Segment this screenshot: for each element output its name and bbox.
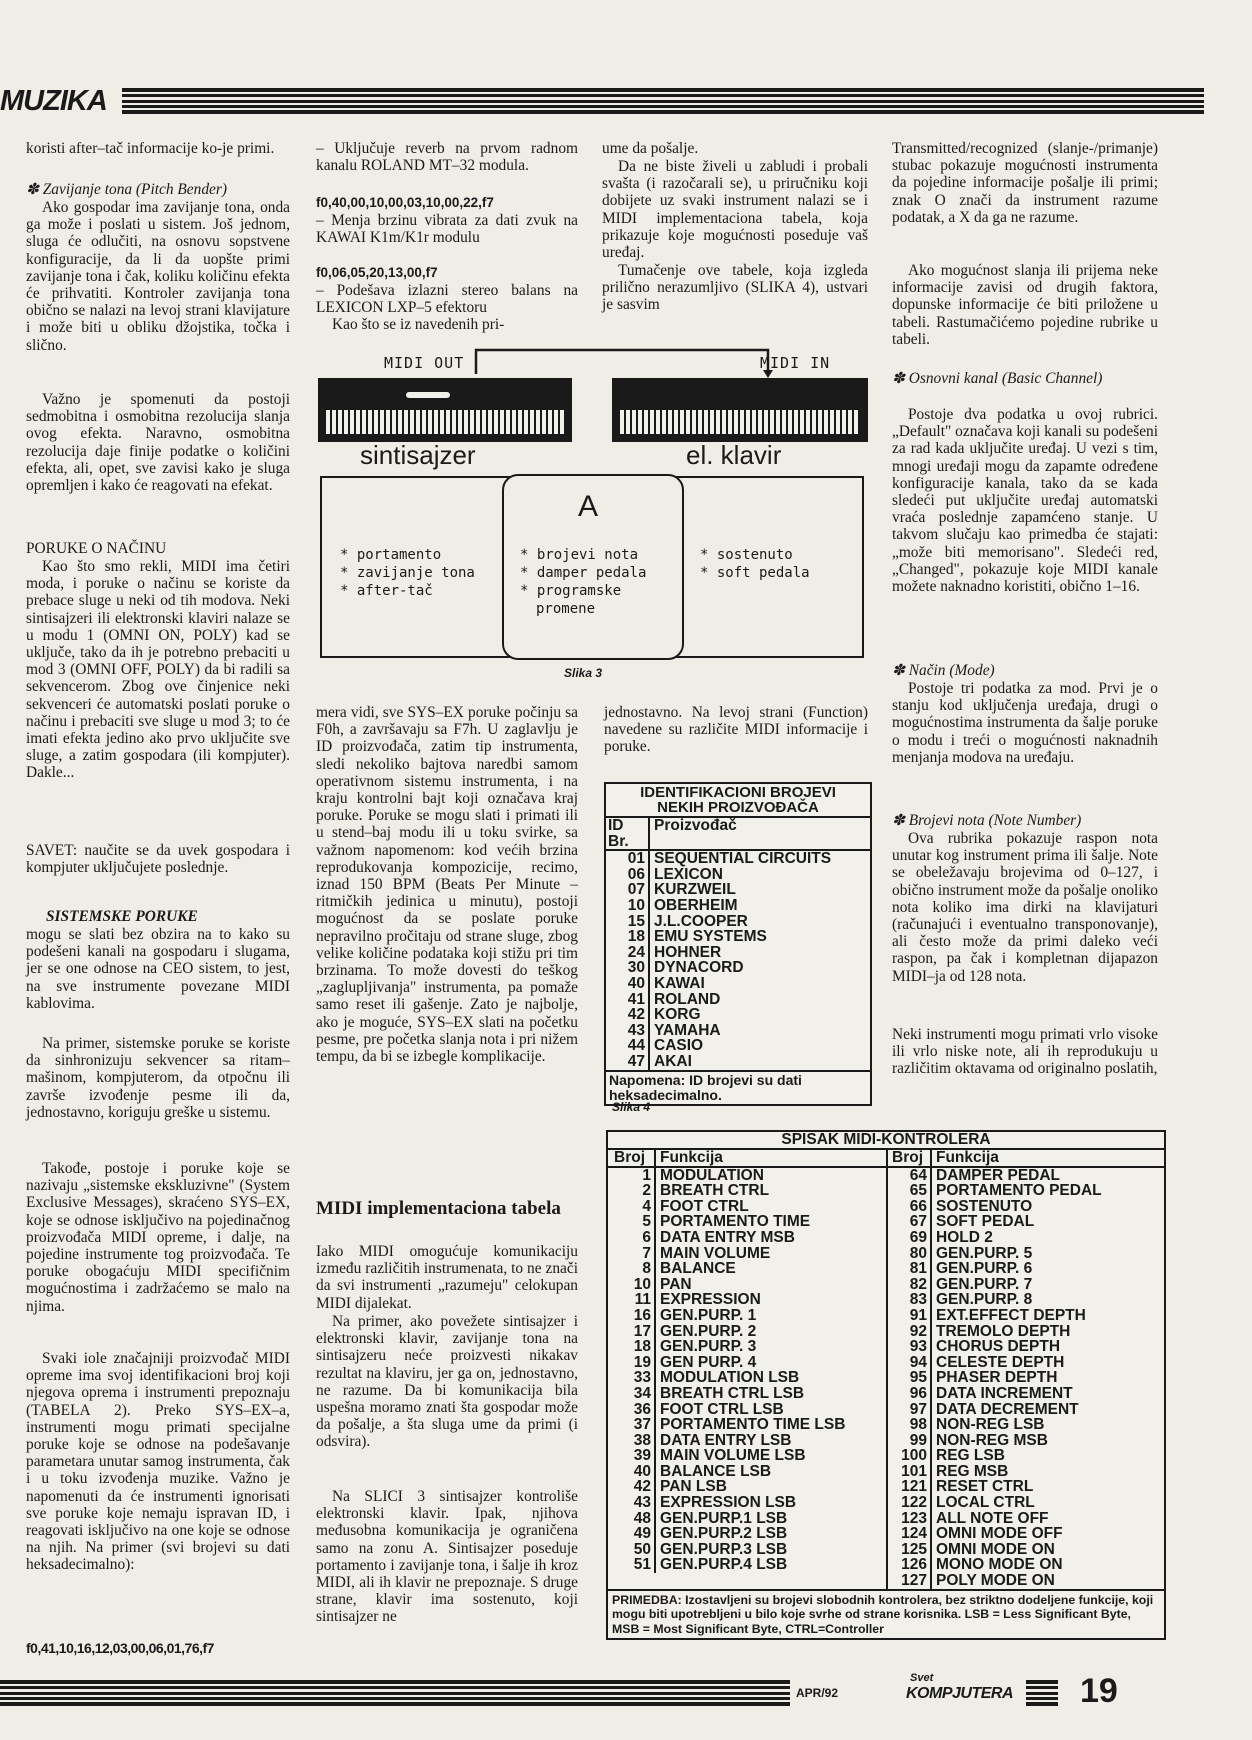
row-number: 18 (608, 1339, 656, 1355)
page-number: 19 (1080, 1672, 1118, 1710)
manufacturer-id-table (604, 782, 872, 1106)
row-number: 43 (606, 1023, 650, 1039)
row-label: NON-REG MSB (936, 1431, 1048, 1449)
row-label: EXPRESSION LSB (660, 1494, 797, 1512)
synthesizer-keyboard (318, 378, 572, 442)
row-label: OMNI MODE ON (936, 1540, 1055, 1558)
zone-label: A (578, 490, 599, 523)
row-label: ALL NOTE OFF (936, 1509, 1049, 1527)
row-number: 39 (608, 1448, 656, 1464)
table-row (606, 945, 870, 961)
table-row (608, 1214, 886, 1230)
row-number: 65 (888, 1183, 932, 1199)
table-row (608, 1495, 886, 1511)
row-number: 15 (606, 914, 650, 930)
row-number: 17 (608, 1324, 656, 1340)
table-title: SPISAK MIDI-KONTROLERA (608, 1132, 1164, 1150)
table-row (608, 1417, 886, 1433)
row-number: 66 (888, 1199, 932, 1215)
table-row (608, 1386, 886, 1402)
table-row (608, 1402, 886, 1418)
row-label: LOCAL CTRL (936, 1494, 1035, 1512)
row-label: GEN.PURP. 2 (660, 1322, 757, 1340)
table-row (606, 992, 870, 1008)
row-label: BREATH CTRL (660, 1182, 770, 1200)
table-row (608, 1557, 886, 1573)
paragraph: Iako MIDI omogućuje komunikaciju između različitih instrumenata, to ne znači da svi instrumenti „razumeju" celokupan MIDI dijalekat. (316, 1243, 578, 1312)
row-number: 48 (608, 1511, 656, 1527)
row-label: REG LSB (936, 1447, 1005, 1465)
row-label: YAMAHA (654, 1021, 721, 1039)
row-label: BREATH CTRL LSB (660, 1384, 805, 1402)
table-row (606, 1023, 870, 1039)
row-label: ROLAND (654, 990, 721, 1008)
row-label: KORG (654, 1006, 701, 1024)
row-number: 124 (888, 1526, 932, 1542)
row-label: CELESTE DEPTH (936, 1353, 1065, 1371)
paragraph: – Menja brzinu vibrata za dati zvuk na KAWAI K1m/K1r modulu (316, 212, 578, 247)
synth-keys (326, 410, 564, 434)
paragraph: Kao što se iz navedenih pri- (332, 316, 505, 333)
hex-example: f0,40,00,10,00,03,10,00,22,f7 (316, 195, 494, 210)
section-title: MUZIKA (0, 85, 107, 117)
paragraph: – Podešava izlazni stereo balans na LEXICON LXP–5 efektoru (316, 282, 578, 317)
table-row (888, 1417, 1164, 1433)
row-label: GEN.PURP. 1 (660, 1306, 757, 1324)
paragraph: Postoje tri podatka za mod. Prvi je o stanju kod uključenja uređaja, drugi o mogućnostima instrumenta da šalje poruke o modu i treći o mogućnosti naknadnih menjanja modova na uređaju. (892, 680, 1158, 766)
table-row (608, 1261, 886, 1277)
table-row (888, 1464, 1164, 1480)
midi-in-label: MIDI IN (760, 354, 831, 372)
row-label: CHORUS DEPTH (936, 1338, 1061, 1356)
row-number: 43 (608, 1495, 656, 1511)
row-label: POLY MODE ON (936, 1572, 1055, 1590)
table-row (608, 1230, 886, 1246)
table-row (608, 1448, 886, 1464)
table-row (608, 1464, 886, 1480)
row-number: 100 (888, 1448, 932, 1464)
row-number: 98 (888, 1417, 932, 1433)
figure-caption: Slika 3 (564, 666, 603, 680)
table-row (608, 1292, 886, 1308)
table-row (888, 1557, 1164, 1573)
row-label: MODULATION LSB (660, 1369, 800, 1387)
table-row (888, 1386, 1164, 1402)
row-label: HOLD 2 (936, 1228, 993, 1246)
hex-example: f0,41,10,16,12,03,00,06,01,76,f7 (26, 1640, 214, 1656)
table-row (606, 960, 870, 976)
paragraph: Ako gospodar ima zavijanje tona, onda ga može i poslati u sistem. Još jednom, sluga će odlučiti, na osnovu sopstvene konfiguracije, da li da uopšte primi zavijanje tona i čak, koliku količinu efekta će prihvatiti. Kontroler zavijanja tona obično se nalazi na levoj strani klavijature i može biti u obliku džojstika, točka i slično. (26, 199, 290, 354)
table-row (888, 1214, 1164, 1230)
row-label: DATA ENTRY LSB (660, 1431, 792, 1449)
table-row (888, 1402, 1164, 1418)
table-body (606, 851, 870, 1069)
row-number: 81 (888, 1261, 932, 1277)
row-label: PORTAMENTO TIME LSB (660, 1416, 846, 1434)
row-number: 91 (888, 1308, 932, 1324)
table-row (888, 1448, 1164, 1464)
row-number: 69 (888, 1230, 932, 1246)
row-number: 64 (888, 1168, 932, 1184)
table-row (888, 1324, 1164, 1340)
row-number: 6 (608, 1230, 656, 1246)
table-row (888, 1479, 1164, 1495)
paragraph: Na primer, sistemske poruke se koriste da sinhronizuju sekvencer sa ritam–mašinom, kompjuterom, da otpočnu ili završe izvođenje pesme ili da, jednostavno, koriguju greške u sistemu. (26, 1035, 290, 1121)
row-number: 125 (888, 1542, 932, 1558)
row-label: MONO MODE ON (936, 1556, 1063, 1574)
paragraph: Svaki iole značajniji proizvođač MIDI opreme ima svoj identifikacioni broj koji njegova oprema i instrumenti prepoznaju (TABELA 2). Preko SYS–EX–a, instrumenti mogu primati specijalne poruke koje se odnose na podešavanje parametara unutar samog instrumenta, čak i u toku izvođenja muzike. Važno je napomenuti da će instrumenti ignorisati sve poruke koje nemaju ispravan ID, i reagovati isključivo na one koje se odnose na njih. Na primer (svi brojevi su dati heksadecimalno): (26, 1350, 290, 1574)
table-row (608, 1339, 886, 1355)
table-row (888, 1355, 1164, 1371)
hex-example: f0,06,05,20,13,00,f7 (316, 265, 438, 280)
row-label: KURZWEIL (654, 881, 736, 899)
table-header: ID Br. Proizvođač (606, 818, 870, 851)
row-number: 123 (888, 1511, 932, 1527)
row-label: SEQUENTIAL CIRCUITS (654, 850, 832, 868)
row-label: GEN.PURP. 6 (936, 1260, 1033, 1278)
row-label: EXPRESSION (660, 1291, 761, 1309)
table-row (608, 1308, 886, 1324)
row-label: GEN.PURP.3 LSB (660, 1540, 788, 1558)
row-label: DATA ENTRY MSB (660, 1228, 795, 1246)
controller-column-left (608, 1150, 888, 1589)
table-row (888, 1261, 1164, 1277)
table-row (608, 1370, 886, 1386)
row-number: 121 (888, 1479, 932, 1495)
row-number: 51 (608, 1557, 656, 1573)
table-row (888, 1433, 1164, 1449)
piano-keys (620, 410, 860, 434)
row-number: 2 (608, 1183, 656, 1199)
table-row (606, 1054, 870, 1070)
row-label: RESET CTRL (936, 1478, 1034, 1496)
row-label: GEN.PURP. 3 (660, 1338, 757, 1356)
row-number: 42 (606, 1007, 650, 1023)
table-row (888, 1199, 1164, 1215)
row-label: FOOT CTRL LSB (660, 1400, 784, 1418)
table-row (888, 1511, 1164, 1527)
table-row (888, 1308, 1164, 1324)
row-number: 93 (888, 1339, 932, 1355)
row-number: 07 (606, 882, 650, 898)
row-label: SOFT PEDAL (936, 1213, 1035, 1231)
row-number: 44 (606, 1038, 650, 1054)
row-label: DAMPER PEDAL (936, 1166, 1061, 1184)
row-label: GEN.PURP. 8 (936, 1291, 1033, 1309)
table-row (606, 929, 870, 945)
table-header: Broj Funkcija (888, 1150, 1164, 1168)
table-row (606, 882, 870, 898)
magazine-name: KOMPJUTERA (906, 1685, 1014, 1702)
row-label: GEN.PURP.1 LSB (660, 1509, 788, 1527)
row-label: GEN.PURP. 7 (936, 1275, 1033, 1293)
row-label: CASIO (654, 1037, 704, 1055)
table-row (608, 1168, 886, 1184)
row-label: SOSTENUTO (936, 1197, 1033, 1215)
row-number: 94 (888, 1355, 932, 1371)
row-number: 47 (606, 1054, 650, 1070)
table-title: IDENTIFIKACIONI BROJEVI NEKIH PROIZVOĐAČA (606, 784, 870, 818)
row-number: 5 (608, 1214, 656, 1230)
row-number: 50 (608, 1542, 656, 1558)
table-row (608, 1433, 886, 1449)
row-label: J.L.COOPER (654, 912, 748, 930)
header-rule (122, 88, 1204, 114)
paragraph: SAVET: naučite se da uvek gospodara i kompjuter uključujete poslednje. (26, 842, 290, 877)
row-number: 95 (888, 1370, 932, 1386)
table-row (608, 1199, 886, 1215)
paragraph: Postoje dva podatka u ovoj rubrici. „Default" označava koji kanali su podešeni za rad kada uključite uređaj. U vezi s tim, mnogi uređaji mogu da zapamte određene konfiguracije kanala, tako da se kada sledeći put uključite uređaj automatski vraća poslednje zapamćeno stanje. U takvom slučaju kao primedba će stajati: „može biti memorisano". Sledeći red, „Changed", pokazuje koje MIDI kanale možete naknadno koristiti, obično 1–16. (892, 406, 1158, 596)
table-row (888, 1168, 1164, 1184)
table-row (608, 1355, 886, 1371)
table-row (888, 1495, 1164, 1511)
table-row (888, 1370, 1164, 1386)
piano-keyboard (612, 378, 868, 442)
row-number: 99 (888, 1433, 932, 1449)
row-number: 101 (888, 1464, 932, 1480)
row-number: 38 (608, 1433, 656, 1449)
row-number: 34 (608, 1386, 656, 1402)
footer-rule-mid (1026, 1680, 1058, 1706)
row-label: DATA INCREMENT (936, 1384, 1073, 1402)
paragraph: Transmitted/recognized (slanje-/primanje) stubac pokazuje mogućnosti instrumenta da pojedine informacije pošalje ili primi; znak O znači da instrument razume podatak, a X da ga ne razume. (892, 140, 1158, 226)
row-number: 8 (608, 1261, 656, 1277)
table-row (888, 1526, 1164, 1542)
row-label: GEN.PURP.2 LSB (660, 1525, 788, 1543)
paragraph: Važno je spomenuti da postoji sedmobitna i osmobitna rezolucija slanja ovog efekta. Naravno, osmobitna rezolucija daje finije podatke o količini efekta, ali, opet, sve zavisi kako je sluga opremljen i kako će reagovati na efekat. (26, 391, 290, 495)
synth-display (406, 392, 450, 398)
row-number: 41 (606, 992, 650, 1008)
row-number: 92 (888, 1324, 932, 1340)
row-label: HOHNER (654, 943, 722, 961)
row-number: 83 (888, 1292, 932, 1308)
paragraph: Na SLICI 3 sintisajzer kontroliše elektronski klavir. Ipak, njihova međusobna komunikacija je ograničena samo na zonu A. Sintisajzer poseduje portamento i zavijanje tona, i šalje ih kroz MIDI, ali ih klavir ne prepoznaje. S druge strane, klavir ima sostenuto, koji sintisajzer ne (316, 1488, 578, 1626)
table-body (608, 1150, 1164, 1589)
row-label: MAIN VOLUME (660, 1244, 771, 1262)
row-label: BALANCE (660, 1260, 736, 1278)
table-row (606, 914, 870, 930)
figure-caption: Slika 4 (612, 1100, 651, 1114)
paragraph: mogu se slati bez obzira na to kako su podešeni kanali na gospodaru i slugama, jer se one odnose na CEO sistem, to jest, na sve instrumente povezane MIDI kablovima. (26, 926, 290, 1012)
row-number: 80 (888, 1246, 932, 1262)
row-label: FOOT CTRL (660, 1197, 749, 1215)
row-number: 4 (608, 1199, 656, 1215)
table-row (608, 1246, 886, 1262)
figure-3-midi-diagram (316, 340, 868, 682)
row-number: 36 (608, 1402, 656, 1418)
row-label: DATA DECREMENT (936, 1400, 1079, 1418)
subheading-note-number: ✽ Brojevi nota (Note Number) (892, 812, 1082, 829)
subheading-pitch-bender: ✽ Zavijanje tona (Pitch Bender) (26, 181, 227, 198)
synth-only-features: * portamento * zavijanje tona * after-tač (340, 547, 475, 599)
paragraph: koristi after–tač informacije ko-je primi. (26, 140, 275, 157)
row-number: 67 (888, 1214, 932, 1230)
table-row (888, 1339, 1164, 1355)
paragraph: Ako mogućnost slanja ili prijema neke informacije zavisi od drugih faktora, dopunske informacije će biti priložene u tabeli. Rastumačićemo pojedine rubrike u tabeli. (892, 262, 1158, 348)
row-number: 82 (888, 1277, 932, 1293)
table-row (608, 1542, 886, 1558)
table-row (608, 1479, 886, 1495)
table-row (608, 1511, 886, 1527)
row-number: 01 (606, 851, 650, 867)
table-row (888, 1230, 1164, 1246)
table-note: Napomena: ID brojevi su dati heksadecimalno. (606, 1070, 870, 1104)
row-number: 06 (606, 867, 650, 883)
row-number: 10 (606, 898, 650, 914)
row-label: AKAI (654, 1052, 692, 1070)
row-number: 16 (608, 1308, 656, 1324)
row-number: 1 (608, 1168, 656, 1184)
subheading-implementation-table: MIDI implementaciona tabela (316, 1198, 561, 1219)
paragraph: mera vidi, sve SYS–EX poruke počinju sa F0h, a završavaju sa F7h. U zaglavlju je ID proizvođača, zatim tip instrumenta, sledi nekoliko bajtova naredbi samom operativnom sistemu instrumenta, i na kraju kontrolni bajt koji označava kraj poruke. Poruke se mogu slati i primati ili u stend–baj modu ili u toku svirke, sa važnom napomenom: kod većih brzina reprodukovanja kompozicije, recimo, iznad 150 BPM (Beats Per Minute – ritmičkih jedinica u minutu), postoji mogućnost da se poslate poruke nepravilno pročitaju od strane sluge, zbog velike količine podataka koji stižu pri tim brzinama. To može dovesti do teškog „zaglupljivanja" instrumenta, pa pomaže samo reset ili gašenje. Zato je najbolje, ako je moguće, SYS–EX slati na početku pesme, pre početka slanja nota i pri nižem tempu, da bi se izbegle komplikacije. (316, 704, 578, 1066)
row-number: 97 (888, 1402, 932, 1418)
table-row (606, 851, 870, 867)
table-row (608, 1277, 886, 1293)
paragraph: – Uključuje reverb na prvom radnom kanalu ROLAND MT–32 modula. (316, 140, 578, 175)
subheading-basic-channel: ✽ Osnovni kanal (Basic Channel) (892, 370, 1103, 387)
row-number: 49 (608, 1526, 656, 1542)
table-header: Broj Funkcija (608, 1150, 886, 1168)
row-label: REG MSB (936, 1462, 1009, 1480)
table-row (608, 1526, 886, 1542)
paragraph: Kao što smo rekli, MIDI ima četiri moda, i poruke o načinu se koriste da prebace sluge u neki od tih modova. Neki sintisajzeri ili elektronski klaviri nalaze se u modu 1 (OMNI ON, POLY) kad se uključe, tako da ih je potrebno prebaciti u mod 3 (OMNI OFF, POLY) da bi radili sa sekvencerom. Zbog ove činjenice neki sekvenceri će automatski poslati poruke o načinu i prebaciti svе sluge u mod 3; to će imati efekta jedino ako prvo uključite sve sluge, a zatim gospodara (ili kompjuter). Dakle... (26, 558, 290, 782)
row-label: PAN LSB (660, 1478, 727, 1496)
row-label: GEN PURP. 4 (660, 1353, 757, 1371)
row-label: PAN (660, 1275, 692, 1293)
paragraph: Neki instrumenti mogu primati vrlo visoke ili vrlo niske note, ali ih reprodukuju u različitim oktavama od originalno poslatih, (892, 1026, 1158, 1078)
subheading-system-messages: SISTEMSKE PORUKE (46, 908, 198, 925)
paragraph: Takođe, postoje i poruke koje se nazivaju „sistemske ekskluzivne" (System Exclusive Messages), skraćeno SYS–EX, koje se odnose isključivo na pojedinačnog proizvođača MIDI opreme, i dalje, na pojedine instrumente tog proizvođača. Te poruke obogaćuju MIDI specifičnim mogućnostima i zadržaćemo se malo na njima. (26, 1160, 290, 1315)
row-number: 24 (606, 945, 650, 961)
row-label: GEN.PURP.4 LSB (660, 1556, 788, 1574)
row-label: OBERHEIM (654, 896, 738, 914)
row-label: NON-REG LSB (936, 1416, 1045, 1434)
subheading-mode: ✽ Način (Mode) (892, 662, 995, 679)
row-label: LEXICON (654, 865, 723, 883)
row-number: 30 (606, 960, 650, 976)
row-number: 122 (888, 1495, 932, 1511)
row-number: 19 (608, 1355, 656, 1371)
paragraph: Na primer, ako povežete sintisajzer i elektronski klavir, zavijanje tona na sintisajzeru neće proizvesti nikakav rezultat na klaviru, jer ga on, jednostavno, ne razume. Da bi komunikacija bila uspešna moramo znati šta gospodar može da pošalje, a šta sluga ume da primi (i odsvira). (316, 1313, 578, 1451)
midi-controller-table (606, 1130, 1166, 1640)
row-number: 96 (888, 1386, 932, 1402)
midi-out-label: MIDI OUT (384, 354, 465, 372)
table-row (606, 976, 870, 992)
shared-features: * brojevi nota * damper pedala * programske promene (520, 547, 647, 617)
row-number: 18 (606, 929, 650, 945)
paragraph: jednostavno. Na levoj strani (Function) navedene su različite MIDI informacije i poruke. (604, 704, 868, 756)
row-label: BALANCE LSB (660, 1462, 772, 1480)
paragraph: Ova rubrika pokazuje raspon nota unutar kog instrument prima ili šalje. Note se obeležavaju brojevima od 0–127, i obično instrument može da pošalje onoliko nota koliko ima dirki na klavijaturi (računajući i eventualno transponovanje), ali često može da primi daleko veći raspon, pa čak i kompletnan dijapazon MIDI–ja od 128 nota. (892, 830, 1158, 985)
row-number: 126 (888, 1557, 932, 1573)
piano-only-features: * sostenuto * soft pedala (700, 547, 810, 581)
piano-label: el. klavir (686, 440, 782, 470)
table-row (606, 867, 870, 883)
row-label: MAIN VOLUME LSB (660, 1447, 806, 1465)
row-label: PORTAMENTO TIME (660, 1213, 811, 1231)
row-label: GEN.PURP. 5 (936, 1244, 1033, 1262)
row-label: MODULATION (660, 1166, 764, 1184)
row-number: 42 (608, 1479, 656, 1495)
row-number: 40 (606, 976, 650, 992)
row-number: 11 (608, 1292, 656, 1308)
subheading-modes: PORUKE O NAČINU (26, 540, 167, 557)
magazine-name-small: Svet (910, 1672, 934, 1684)
row-number: 7 (608, 1246, 656, 1262)
table-row (606, 1038, 870, 1054)
footer-rule-left (0, 1680, 790, 1706)
row-label: EMU SYSTEMS (654, 928, 767, 946)
paragraph: Tumačenje ove tabele, koja izgleda prilično nerazumljivo (SLIKA 4), ustvari je sasvim (602, 262, 868, 314)
controller-column-right (888, 1150, 1164, 1589)
row-label: KAWAI (654, 974, 705, 992)
table-row (606, 1007, 870, 1023)
row-label: DYNACORD (654, 959, 744, 977)
row-number: 40 (608, 1464, 656, 1480)
table-row (608, 1324, 886, 1340)
table-row (888, 1277, 1164, 1293)
row-number: 10 (608, 1277, 656, 1293)
table-row (888, 1573, 1164, 1589)
issue-date: APR/92 (796, 1686, 839, 1700)
row-label: OMNI MODE OFF (936, 1525, 1063, 1543)
table-row (606, 898, 870, 914)
table-row (888, 1292, 1164, 1308)
table-row (888, 1246, 1164, 1262)
row-label: TREMOLO DEPTH (936, 1322, 1071, 1340)
row-label: PHASER DEPTH (936, 1369, 1058, 1387)
synthesizer-label: sintisajzer (360, 440, 476, 470)
row-number: 33 (608, 1370, 656, 1386)
row-number: 37 (608, 1417, 656, 1433)
paragraph: Da ne biste živeli u zabludi i probali svašta (i razočarali se), u priručniku koji dobijete uz svaki instrument nalazi se i MIDI implementaciona tabela, koja prikazuje koje mogućnosti poseduje vaš uređaj. (602, 158, 868, 262)
row-label: EXT.EFFECT DEPTH (936, 1306, 1086, 1324)
row-label: PORTAMENTO PEDAL (936, 1182, 1102, 1200)
row-number: 127 (888, 1573, 932, 1589)
table-note: PRIMEDBA: Izostavljeni su brojevi slobodnih kontrolera, bez striktno dodeljene funkcije, koji mogu biti upotrebljeni u bilo koje svrhe od strane korisnika. LSB = Less Significant Byte, MSB = Most Significant Byte, CTRL=Controller (608, 1589, 1164, 1639)
paragraph: ume da pošalje. (602, 140, 699, 157)
table-row (608, 1183, 886, 1199)
table-row (888, 1542, 1164, 1558)
table-row (888, 1183, 1164, 1199)
